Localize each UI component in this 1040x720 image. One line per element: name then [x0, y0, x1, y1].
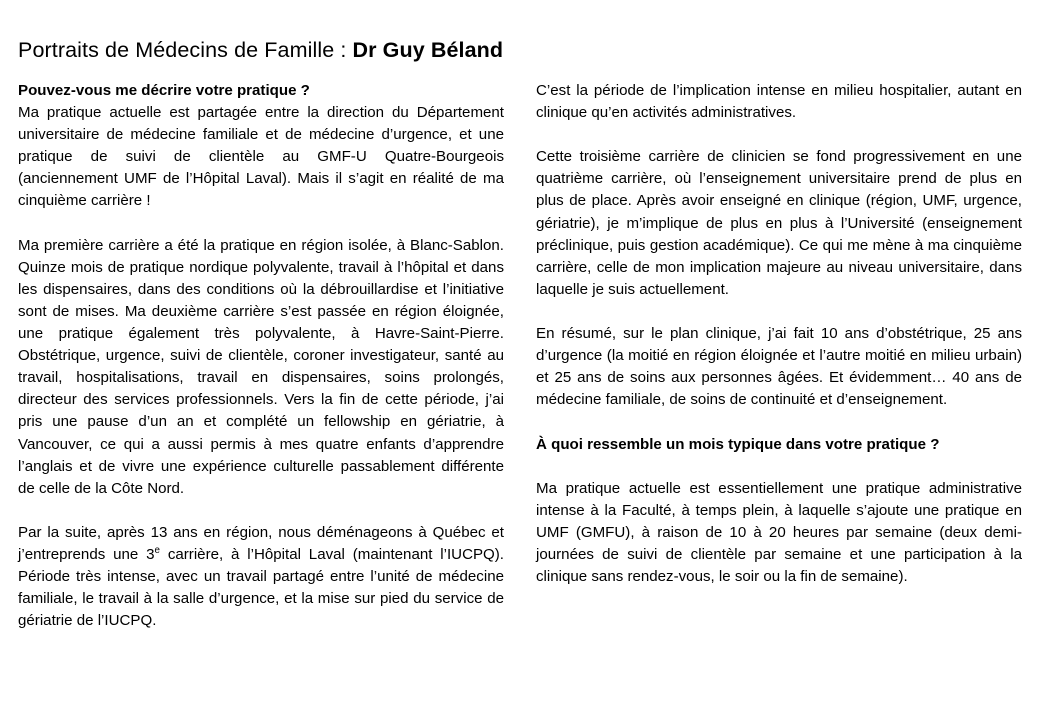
paragraph-spacer [536, 124, 1022, 146]
left-paragraph-3 [18, 522, 504, 632]
left-question-heading-1: Pouvez-vous me décrire votre pratique ? [18, 82, 310, 99]
paragraph-spacer [18, 500, 504, 522]
right-paragraph-3: En résumé, sur le plan clinique, j’ai fait 10 ans d’obstétrique, 25 ans d’urgence (la moitié en région éloignée et l’autre moitié en milieu urbain) et 25 ans de soins aux personnes âgées. Et évidemment… 40 ans de médecine familiale, de soins de continuité et d’enseignement. [536, 325, 1022, 409]
two-column-body [18, 80, 1022, 632]
ordinal-superscript: e [154, 544, 160, 556]
right-column [536, 80, 1022, 632]
left-paragraph-3-part2: carrière, à l’Hôpital Laval (maintenant l’IUCPQ). Période très intense, avec un travail partagé entre l’unité de médecine familiale, le travail à la salle d’urgence, et la mise sur pied du service de gériatrie de l’IUCPQ. [18, 545, 504, 630]
left-paragraph-2: Ma première carrière a été la pratique en région isolée, à Blanc-Sablon. Quinze mois de pratique nordique polyvalente, travail à l’hôpital et dans les dispensaires, dans des conditions où la débrouillardise et l’initiative sont de mises. Ma deuxième carrière s’est passée en région éloignée, une pratique également très polyvalente, à Havre-Saint-Pierre. Obstétrique, urgence, suivi de clientèle, coroner investigateur, santé au travail, hospitalisations, travail en dispensaires, soins prolongés, directeur des services professionnels. Vers la fin de cette période, j’ai pris une pause d’un an et complété un fellowship en gériatrie, à Vancouver, ce qui a aussi permis à mes quatre enfants d’apprendre l’anglais et de vivre une expérience culturelle passablement différente de celle de la Côte Nord. [18, 236, 504, 497]
right-paragraph-2: Cette troisième carrière de clinicien se fond progressivement en une quatrième carrière, où l’enseignement universitaire prend de plus en plus de place. Après avoir enseigné en clinique (région, UMF, urgence, gériatrie), je m’implique de plus en plus à l’Université (enseignement préclinique, puis gestion académique). Ce qui me mène à ma cinquième carrière, celle de mon implication majeure au niveau universitaire, dans laquelle je suis actuellement. [536, 148, 1022, 298]
page-title-prefix: Portraits de Médecins de Famille : [18, 38, 353, 63]
right-question-heading-1: À quoi ressemble un mois typique dans votre pratique ? [536, 435, 940, 453]
left-paragraph-3-part1: Par la suite, après 13 ans en région, nous déménageons à Québec et j’entreprends une 3 [18, 523, 504, 563]
page-title-subject: Dr Guy Béland [352, 38, 504, 63]
paragraph-spacer [536, 411, 1022, 433]
left-paragraph-1: Ma pratique actuelle est partagée entre la direction du Département universitaire de médecine familiale et de médecine d’urgence, et une pratique de suivi de clientèle au GMF-U Quatre-Bourgeois (anciennement UMF de l’Hôpital Laval). Mais il s’agit en réalité de ma cinquième carrière ! [18, 104, 504, 210]
paragraph-spacer [18, 213, 504, 235]
right-paragraph-4: Ma pratique actuelle est essentiellement une pratique administrative intense à la Faculté, à temps plein, à laquelle s’ajoute une pratique en UMF (GMFU), à raison de 10 à 20 heures par semaine (deux demi-journées de suivi de clientèle par semaine et une participation à la clinique sans rendez-vous, le soir ou la fin de semaine). [536, 479, 1022, 586]
left-column [18, 80, 504, 632]
paragraph-spacer [536, 456, 1022, 478]
paragraph-spacer [536, 301, 1022, 323]
right-paragraph-1: C’est la période de l’implication intense en milieu hospitalier, autant en clinique qu’en activités administratives. [536, 82, 1022, 122]
page-title [18, 36, 1022, 64]
